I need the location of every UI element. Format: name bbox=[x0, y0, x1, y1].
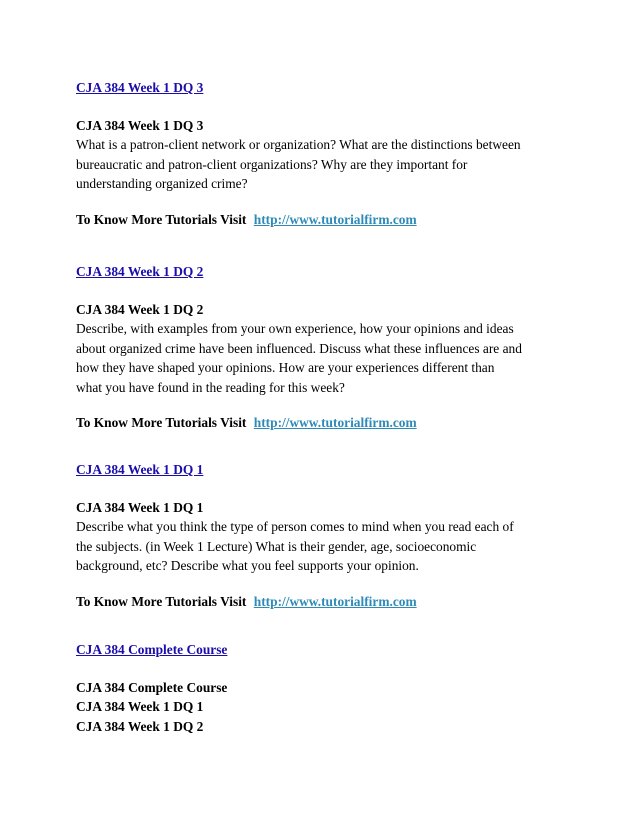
description-line: the subjects. (in Week 1 Lecture) What is their gender, age, socioeconomic bbox=[76, 538, 477, 554]
tutorial-cta bbox=[76, 413, 522, 433]
description-line: what you have found in the reading for this week? bbox=[76, 379, 345, 395]
description-line: how they have shaped your opinions. How are your experiences different than bbox=[76, 360, 495, 375]
course-item: CJA 384 Week 1 DQ 2 bbox=[76, 718, 204, 734]
section-week1-dq1 bbox=[76, 460, 514, 611]
description-line: What is a patron-client network or organization? What are the distinctions between bbox=[76, 137, 521, 152]
description-line: Describe what you think the type of person comes to mind when you read each of bbox=[76, 519, 514, 534]
section-title: CJA 384 Week 1 DQ 3 bbox=[76, 117, 204, 133]
course-item: CJA 384 Week 1 DQ 1 bbox=[76, 699, 204, 714]
cta-label: To Know More Tutorials Visit bbox=[76, 211, 247, 227]
description-line: understanding organized crime? bbox=[76, 176, 248, 191]
section-link[interactable]: CJA 384 Week 1 DQ 3 bbox=[76, 80, 204, 95]
section-description bbox=[76, 135, 521, 194]
section-title: CJA 384 Week 1 DQ 1 bbox=[76, 499, 204, 515]
tutorial-url-link[interactable]: http://www.tutorialfirm.com bbox=[253, 415, 417, 430]
tutorial-url-link[interactable]: http://www.tutorialfirm.com bbox=[253, 211, 417, 227]
section-title: CJA 384 Week 1 DQ 2 bbox=[76, 301, 204, 317]
description-line: about organized crime have been influenced. Discuss what these influences are and bbox=[76, 340, 522, 356]
description-line: bureaucratic and patron-client organizations? Why are they important for bbox=[76, 156, 468, 172]
cta-label: To Know More Tutorials Visit bbox=[76, 593, 247, 609]
section-link[interactable]: CJA 384 Week 1 DQ 1 bbox=[76, 462, 204, 477]
section-link[interactable]: CJA 384 Complete Course bbox=[76, 642, 228, 657]
tutorial-url-link[interactable]: http://www.tutorialfirm.com bbox=[253, 593, 417, 609]
tutorial-cta bbox=[76, 592, 514, 612]
description-line: Describe, with examples from your own experience, how your opinions and ideas bbox=[76, 321, 514, 336]
section-description bbox=[76, 517, 514, 576]
cta-label: To Know More Tutorials Visit bbox=[76, 415, 247, 430]
description-line: background, etc? Describe what you feel supports your opinion. bbox=[76, 558, 419, 573]
section-link[interactable]: CJA 384 Week 1 DQ 2 bbox=[76, 264, 204, 279]
section-week1-dq2 bbox=[76, 262, 522, 433]
section-description bbox=[76, 319, 522, 397]
section-complete-course bbox=[76, 640, 227, 736]
section-week1-dq3 bbox=[76, 78, 521, 229]
course-item: CJA 384 Complete Course bbox=[76, 679, 228, 695]
tutorial-cta bbox=[76, 210, 521, 230]
